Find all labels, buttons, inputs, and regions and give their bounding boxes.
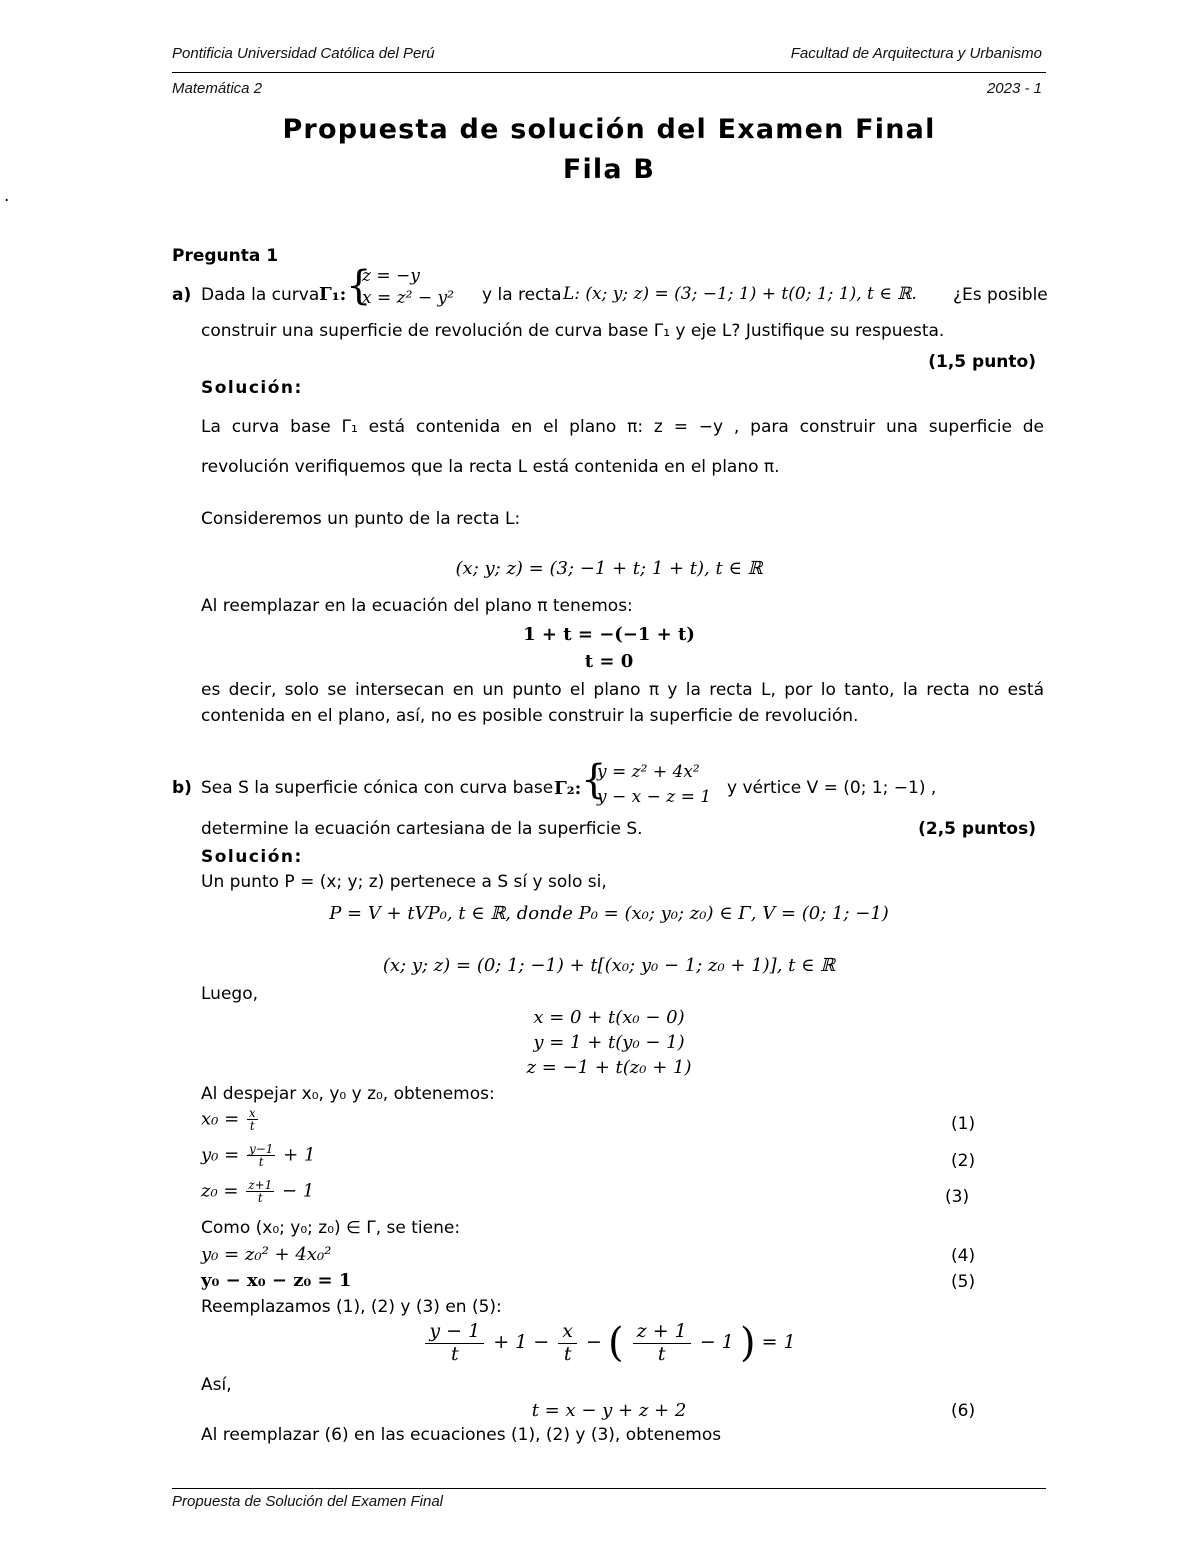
part-b-curve-eq2: y − x − z = 1 <box>597 787 712 807</box>
part-a-text-2: revolución verifiquemos que la recta L está contenida en el plano π. <box>201 457 780 477</box>
part-b-asi: Así, <box>201 1375 232 1395</box>
part-b-text-2: Al despejar x₀, y₀ y z₀, obtenemos: <box>201 1084 495 1104</box>
header-rule <box>172 72 1046 73</box>
part-b-line2: determine la ecuación cartesiana de la superficie S. <box>201 819 643 839</box>
part-a-line-eq: L: (x; y; z) = (3; −1; 1) + t(0; 1; 1), t ∈ ℝ. <box>563 284 917 304</box>
part-a-brace: { <box>346 263 372 309</box>
part-b-solution-label: Solución: <box>201 847 303 867</box>
part-a-mid: y la recta <box>482 285 562 305</box>
part-b-eq-1-tag: (1) <box>951 1114 976 1134</box>
header-faculty: Facultad de Arquitectura y Urbanismo <box>790 45 1042 62</box>
part-a-text-5: es decir, solo se intersecan en un punto el plano π y la recta L, por lo tanto, la recta no está <box>201 680 1044 700</box>
part-b-vertex: y vértice V = (0; 1; −1) , <box>727 778 937 798</box>
footer-text: Propuesta de Solución del Examen Final <box>172 1493 443 1510</box>
part-b-brace: { <box>581 757 607 803</box>
part-b-eq-p: P = V + tVP₀, t ∈ ℝ, donde P₀ = (x₀; y₀; z₀) ∈ Γ, V = (0; 1; −1) <box>329 903 889 924</box>
part-b-eq-5-tag: (5) <box>951 1272 976 1292</box>
part-a-question: ¿Es posible <box>953 285 1048 305</box>
part-b-curve-name: Γ₂: <box>554 778 582 799</box>
part-b-eq-3-tag: (3) <box>945 1187 970 1207</box>
part-b-eq-1: x₀ = $\frac{x}{t}$ <box>201 1106 256 1133</box>
part-a-eq-point: (x; y; z) = (3; −1 + t; 1 + t), t ∈ ℝ <box>455 558 763 579</box>
part-a-curve-eq1: z = −y <box>362 266 420 286</box>
part-b-eq-3: z₀ = $\frac{z+1}{t}$ − 1 <box>201 1178 315 1205</box>
header-term: 2023 - 1 <box>986 80 1042 97</box>
part-b-eq-z: z = −1 + t(z₀ + 1) <box>526 1057 692 1078</box>
part-b-intro: Sea S la superficie cónica con curva base <box>201 778 554 798</box>
part-b-eq-6-tag: (6) <box>951 1401 976 1421</box>
part-b-eq-4: y₀ = z₀² + 4x₀² <box>201 1244 332 1265</box>
part-b-text-3: Como (x₀; y₀; z₀) ∈ Γ, se tiene: <box>201 1218 461 1238</box>
part-a-text-3: Consideremos un punto de la recta L: <box>201 509 521 529</box>
footer-rule <box>172 1488 1046 1489</box>
part-b-label: b) <box>172 778 192 798</box>
part-a-eq-2: t = 0 <box>584 651 634 672</box>
part-b-eq-2: y₀ = $\frac{y-1}{t}$ + 1 <box>201 1142 316 1169</box>
part-a-curve-name: Γ₁: <box>319 284 347 305</box>
part-a-eq-1: 1 + t = −(−1 + t) <box>523 624 695 645</box>
part-a-text-1: La curva base Γ₁ está contenida en el plano π: z = −y , para construir una superficie de <box>201 417 1044 437</box>
part-b-eq-6: t = x − y + z + 2 <box>531 1400 687 1421</box>
part-b-text-4: Reemplazamos (1), (2) y (3) en (5): <box>201 1297 502 1317</box>
part-b-eq-5: y₀ − x₀ − z₀ = 1 <box>201 1270 352 1291</box>
part-b-curve-eq1: y = z² + 4x² <box>597 762 700 782</box>
part-a-intro: Dada la curva <box>201 285 320 305</box>
part-b-text-5: Al reemplazar (6) en las ecuaciones (1), (2) y (3), obtenemos <box>201 1425 722 1445</box>
part-b-big-equation: $\frac{y - 1}{t}$ + 1 − $\frac{x}{t}$ − ( $\frac{z + 1}{t}$ − 1 ) = 1 <box>172 1320 1046 1366</box>
part-b-eq-2-tag: (2) <box>951 1151 976 1171</box>
part-a-curve-eq2: x = z² − y² <box>362 288 454 308</box>
part-b-eq-4-tag: (4) <box>951 1246 976 1266</box>
part-a-points: (1,5 punto) <box>928 352 1036 372</box>
part-b-text-1: Un punto P = (x; y; z) pertenece a S sí y solo si, <box>201 872 607 892</box>
stray-mark: . <box>4 186 10 206</box>
part-a-text-4: Al reemplazar en la ecuación del plano π tenemos: <box>201 596 633 616</box>
part-b-points: (2,5 puntos) <box>918 819 1036 839</box>
document-title: Propuesta de solución del Examen Final <box>282 114 936 145</box>
part-a-label: a) <box>172 285 192 305</box>
question-heading: Pregunta 1 <box>172 246 279 266</box>
part-a-line2: construir una superficie de revolución de curva base Γ₁ y eje L? Justifique su respuesta. <box>201 321 945 341</box>
header-university: Pontificia Universidad Católica del Perú <box>172 45 435 62</box>
header-course: Matemática 2 <box>172 80 263 97</box>
part-a-solution-label: Solución: <box>201 378 303 398</box>
part-a-text-6: contenida en el plano, así, no es posible construir la superficie de revolución. <box>201 706 859 726</box>
part-b-luego: Luego, <box>201 984 259 1004</box>
part-b-eq-xyz: (x; y; z) = (0; 1; −1) + t[(x₀; y₀ − 1; z₀ + 1)], t ∈ ℝ <box>382 955 836 976</box>
part-b-eq-y: y = 1 + t(y₀ − 1) <box>533 1032 685 1053</box>
part-b-eq-x: x = 0 + t(x₀ − 0) <box>533 1007 685 1028</box>
document-subtitle: Fila B <box>562 154 656 185</box>
